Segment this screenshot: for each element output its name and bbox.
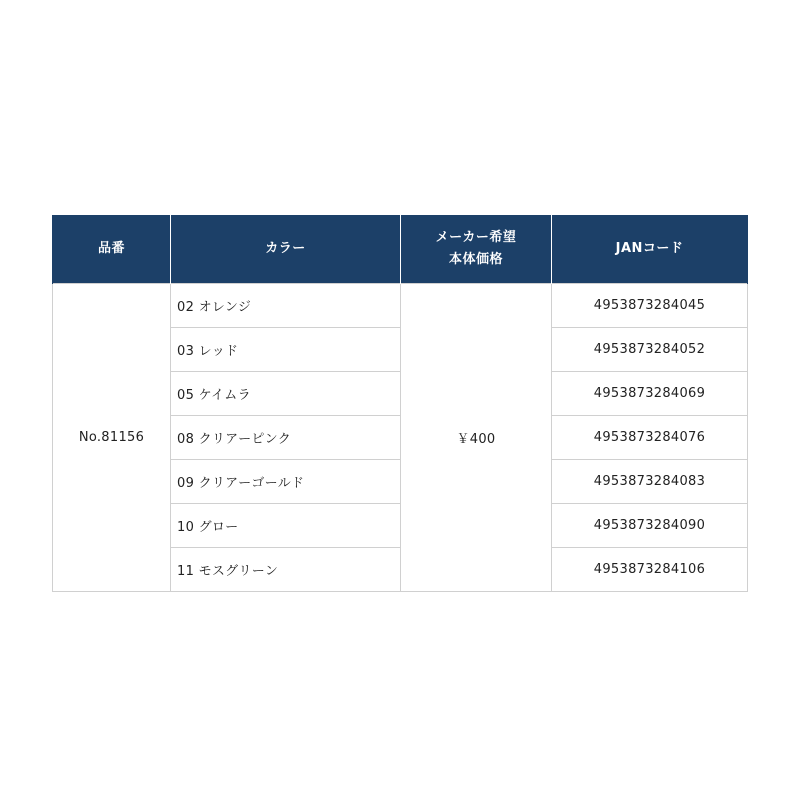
product-spec-table xyxy=(52,215,748,592)
color-cell: 11 モスグリーン xyxy=(171,548,401,592)
jan-cell: 4953873284083 xyxy=(552,460,748,504)
color-cell: 03 レッド xyxy=(171,328,401,372)
jan-cell: 4953873284069 xyxy=(552,372,748,416)
color-cell: 05 ケイムラ xyxy=(171,372,401,416)
jan-cell: 4953873284045 xyxy=(552,284,748,328)
color-cell: 09 クリアーゴールド xyxy=(171,460,401,504)
table-body xyxy=(53,284,748,592)
price-cell: ￥400 xyxy=(401,284,552,592)
jan-cell: 4953873284052 xyxy=(552,328,748,372)
table-row xyxy=(53,284,748,328)
jan-cell: 4953873284090 xyxy=(552,504,748,548)
header-jan: JANコード xyxy=(552,215,748,284)
jan-cell: 4953873284106 xyxy=(552,548,748,592)
header-row xyxy=(53,215,748,284)
header-price xyxy=(401,215,552,284)
jan-cell: 4953873284076 xyxy=(552,416,748,460)
header-price-line2: 本体価格 xyxy=(448,252,503,267)
header-part-number: 品番 xyxy=(53,215,171,284)
header-price-line1: メーカー希望 xyxy=(435,230,517,245)
header-color: カラー xyxy=(171,215,401,284)
color-cell: 08 クリアーピンク xyxy=(171,416,401,460)
color-cell: 10 グロー xyxy=(171,504,401,548)
table-header xyxy=(53,215,748,284)
color-cell: 02 オレンジ xyxy=(171,284,401,328)
part-number-cell: No.81156 xyxy=(53,284,171,592)
